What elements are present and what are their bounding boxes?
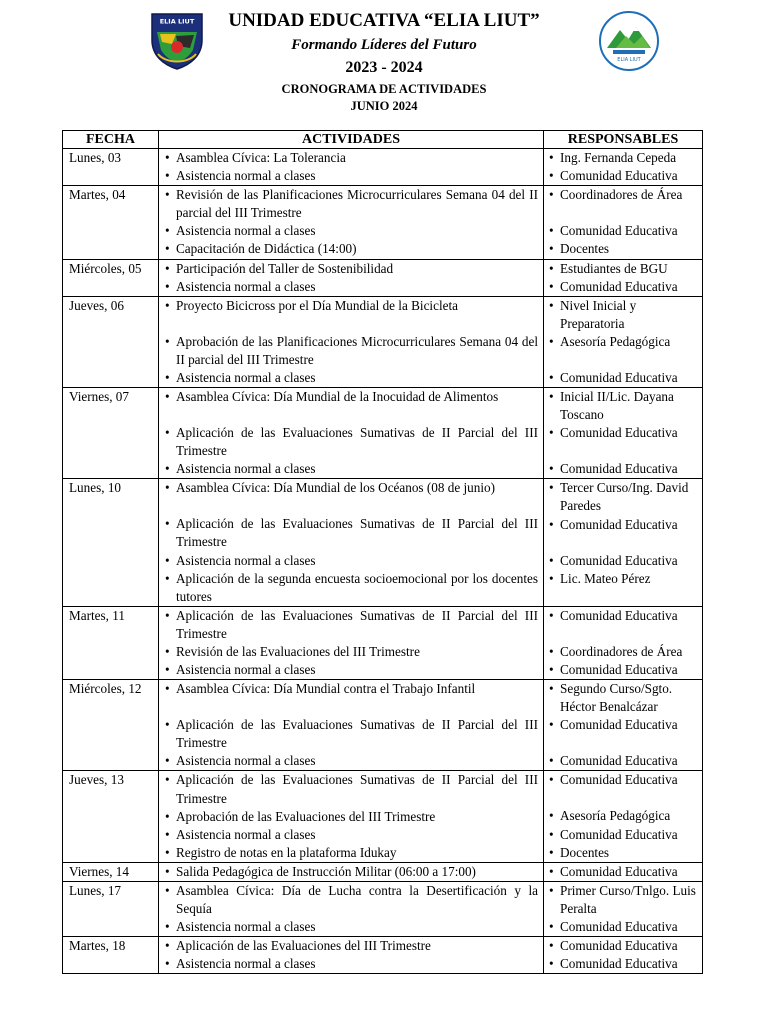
date-cell: Jueves, 13 [63,771,159,862]
activity-item [165,808,538,826]
activity-item [165,570,538,606]
activity-item [165,479,538,515]
activities-cell [159,606,544,679]
bullet-icon: • [165,260,170,276]
responsible-text: Comunidad Educativa [560,772,678,788]
date-cell: Miércoles, 12 [63,680,159,771]
activity-text: Asistencia normal a clases [176,369,316,385]
bullet-icon: • [165,425,170,441]
bullet-icon: • [549,461,554,477]
responsables-cell [544,186,703,259]
activity-item [165,918,538,936]
responsible-text: Comunidad Educativa [560,938,678,954]
bullet-icon: • [549,844,554,860]
responsible-text: Comunidad Educativa [560,863,678,879]
responsible-text: Comunidad Educativa [560,369,678,385]
bullet-icon: • [549,369,554,385]
activity-item [165,771,538,807]
responsible-item [549,607,698,643]
bullet-icon: • [549,552,554,568]
activity-item [165,240,538,258]
bullet-icon: • [549,516,554,532]
responsible-text: Comunidad Educativa [560,516,678,532]
activity-item [165,278,538,296]
activity-text: Capacitación de Didáctica (14:00) [176,241,357,257]
bullet-icon: • [165,570,170,586]
activity-item [165,186,538,222]
activity-text: Asistencia normal a clases [176,168,316,184]
responsible-text: Comunidad Educativa [560,168,678,184]
responsible-item [549,826,698,844]
responsible-text: Ing. Fernanda Cepeda [560,150,677,165]
responsible-item [549,516,698,552]
responsible-item [549,278,698,296]
bullet-icon: • [165,187,170,203]
table-row [63,186,703,259]
activity-item [165,643,538,661]
activity-text: Aplicación de la segunda encuesta socioemocional por los docentes tutores [176,570,538,604]
activity-item [165,369,538,387]
responsables-cell [544,606,703,679]
activity-item [165,955,538,973]
activity-text: Aplicación de las Evaluaciones Sumativas de II Parcial del III Trimestre [176,717,538,751]
date-cell: Martes, 04 [63,186,159,259]
activity-item [165,149,538,167]
activity-item [165,515,538,551]
activities-table [62,130,703,974]
activity-text: Asistencia normal a clases [176,278,316,294]
responsible-text: Comunidad Educativa [560,552,678,568]
table-row [63,479,703,606]
activity-item [165,716,538,752]
activity-item [165,333,538,369]
document-title: CRONOGRAMA DE ACTIVIDADES [281,82,487,96]
responsible-item [549,570,698,606]
bullet-icon: • [549,826,554,842]
activity-text: Salida Pedagógica de Instrucción Militar (06:00 a 17:00) [176,863,476,879]
bullet-icon: • [549,187,554,203]
responsible-text: Docentes [560,241,610,257]
table-row [63,771,703,862]
bullet-icon: • [549,333,554,349]
responsible-item [549,844,698,862]
bullet-icon: • [165,150,170,165]
bullet-icon: • [165,223,170,239]
date-cell: Martes, 11 [63,606,159,679]
responsible-text: Asesoría Pedagógica [560,333,671,349]
column-header-actividades: ACTIVIDADES [159,131,544,149]
activities-cell [159,771,544,862]
activity-text: Proyecto Bicicross por el Día Mundial de la Bicicleta [176,297,458,313]
bullet-icon: • [549,480,554,496]
bullet-icon: • [165,938,170,954]
activity-text: Asamblea Cívica: La Tolerancia [176,150,346,165]
activity-item [165,680,538,716]
activities-cell [159,186,544,259]
table-row [63,680,703,771]
school-motto: Formando Líderes del Futuro [291,37,477,53]
responsible-item [549,918,698,936]
activities-cell [159,862,544,881]
activity-item [165,844,538,862]
table-row [63,388,703,479]
table-row [63,937,703,974]
date-cell: Jueves, 06 [63,296,159,387]
responsible-item [549,680,698,716]
responsible-item [549,149,698,167]
responsible-item [549,882,698,918]
bullet-icon: • [549,717,554,733]
responsible-text: Comunidad Educativa [560,919,678,935]
responsible-text: Tercer Curso/Ing. David Paredes [560,480,689,514]
bullet-icon: • [165,844,170,860]
responsible-item [549,369,698,387]
table-row [63,882,703,937]
responsible-text: Inicial II/Lic. Dayana Toscano [560,389,674,423]
bullet-icon: • [165,883,170,898]
activity-item [165,826,538,844]
bullet-icon: • [549,425,554,441]
activity-text: Aplicación de las Evaluaciones Sumativas de II Parcial del III Trimestre [176,425,538,459]
bullet-icon: • [165,826,170,842]
bullet-icon: • [549,570,554,586]
activity-text: Aplicación de las Evaluaciones Sumativas de II Parcial del III Trimestre [176,607,538,641]
responsible-text: Nivel Inicial y Preparatoria [560,297,637,331]
bullet-icon: • [165,461,170,477]
activity-text: Asistencia normal a clases [176,956,316,972]
activity-text: Asistencia normal a clases [176,919,316,935]
activity-text: Asistencia normal a clases [176,753,316,769]
bullet-icon: • [549,772,554,788]
responsables-cell [544,882,703,937]
responsible-text: Comunidad Educativa [560,753,678,769]
activity-text: Asistencia normal a clases [176,662,316,678]
responsible-text: Segundo Curso/Sgto. Héctor Benalcázar [560,681,673,715]
activity-text: Asistencia normal a clases [176,552,316,568]
date-cell: Viernes, 14 [63,862,159,881]
responsables-cell [544,479,703,606]
responsible-item [549,333,698,369]
responsible-item [549,388,698,424]
responsible-item [549,863,698,881]
responsible-item [549,297,698,333]
responsables-cell [544,296,703,387]
activity-item [165,297,538,333]
bullet-icon: • [165,681,170,697]
bullet-icon: • [549,753,554,769]
bullet-icon: • [549,168,554,184]
responsables-cell [544,259,703,296]
bullet-icon: • [549,607,554,623]
activity-text: Asistencia normal a clases [176,223,316,239]
activities-cell [159,882,544,937]
responsible-text: Asesoría Pedagógica [560,808,671,824]
responsible-text: Coordinadores de Área [560,187,683,203]
bullet-icon: • [549,863,554,879]
responsible-text: Comunidad Educativa [560,223,678,239]
responsible-text: Lic. Mateo Pérez [560,570,651,586]
responsible-item [549,460,698,478]
activity-text: Participación del Taller de Sostenibilidad [176,260,394,276]
responsible-item [549,771,698,807]
bullet-icon: • [549,389,554,405]
activity-item [165,460,538,478]
activity-text: Aplicación de las Evaluaciones Sumativas de II Parcial del III Trimestre [176,772,538,806]
responsible-item [549,955,698,973]
bullet-icon: • [549,297,554,313]
activity-text: Aplicación de las Evaluaciones del III Trimestre [176,938,431,954]
responsible-text: Comunidad Educativa [560,607,678,623]
school-year: 2023 - 2024 [345,59,423,76]
bullet-icon: • [549,808,554,824]
document-month: JUNIO 2024 [350,99,418,113]
activities-cell [159,937,544,974]
activity-text: Aplicación de las Evaluaciones Sumativas de II Parcial del III Trimestre [176,516,538,550]
activity-item [165,260,538,278]
responsible-text: Comunidad Educativa [560,461,678,477]
activity-text: Aprobación de las Evaluaciones del III Trimestre [176,808,436,824]
bullet-icon: • [549,919,554,935]
bullet-icon: • [549,938,554,954]
mountain-circle-logo [598,10,660,72]
responsible-text: Docentes [560,844,610,860]
bullet-icon: • [165,333,170,349]
responsible-item [549,552,698,570]
bullet-icon: • [549,150,554,165]
bullet-icon: • [549,956,554,972]
activity-text: Asamblea Cívica: Día Mundial de los Océanos (08 de junio) [176,480,495,496]
date-cell: Lunes, 03 [63,149,159,186]
responsible-text: Comunidad Educativa [560,278,678,294]
responsible-text: Primer Curso/Tnlgo. Luis Peralta [560,883,696,917]
table-row [63,149,703,186]
bullet-icon: • [165,643,170,659]
activities-cell [159,388,544,479]
responsible-text: Comunidad Educativa [560,717,678,733]
responsible-item [549,661,698,679]
date-cell: Lunes, 17 [63,882,159,937]
activity-text: Aprobación de las Planificaciones Microcurriculares Semana 04 del II parcial del III Trimestre [176,333,538,367]
date-cell: Viernes, 07 [63,388,159,479]
bullet-icon: • [165,808,170,824]
table-row [63,296,703,387]
activity-item [165,424,538,460]
responsible-text: Estudiantes de BGU [560,260,668,276]
responsible-text: Comunidad Educativa [560,661,678,677]
table-row [63,862,703,881]
bullet-icon: • [549,260,554,276]
activity-text: Asamblea Cívica: Día de Lucha contra la Desertificación y la Sequía [176,883,538,917]
bullet-icon: • [165,168,170,184]
school-name: UNIDAD EDUCATIVA “ELIA LIUT” [228,10,540,31]
responsible-item [549,424,698,460]
svg-text:ELIA LIUT: ELIA LIUT [159,17,195,26]
responsible-text: Comunidad Educativa [560,826,678,842]
svg-text:ELIA LIUT: ELIA LIUT [617,57,641,63]
responsables-cell [544,680,703,771]
bullet-icon: • [165,278,170,294]
activity-text: Asistencia normal a clases [176,461,316,477]
table-row [63,259,703,296]
responsible-item [549,752,698,770]
bullet-icon: • [165,753,170,769]
activity-text: Revisión de las Evaluaciones del III Trimestre [176,643,420,659]
responsible-text: Coordinadores de Área [560,643,683,659]
responsible-item [549,716,698,752]
responsible-text: Comunidad Educativa [560,956,678,972]
column-header-fecha: FECHA [63,131,159,149]
activity-item [165,661,538,679]
activity-item [165,882,538,918]
responsible-item [549,260,698,278]
responsables-cell [544,862,703,881]
bullet-icon: • [549,681,554,697]
activities-cell [159,680,544,771]
activity-item [165,752,538,770]
table-header-row [63,131,703,149]
column-header-responsables: RESPONSABLES [544,131,703,149]
bullet-icon: • [549,223,554,239]
activity-text: Asamblea Cívica: Día Mundial contra el Trabajo Infantil [176,681,476,697]
table-row [63,606,703,679]
activity-item [165,388,538,424]
bullet-icon: • [165,919,170,935]
activity-item [165,222,538,240]
responsible-item [549,807,698,825]
responsible-item [549,479,698,515]
bullet-icon: • [165,552,170,568]
activities-cell [159,259,544,296]
activity-item [165,863,538,881]
activity-item [165,607,538,643]
activities-cell [159,296,544,387]
responsables-cell [544,388,703,479]
date-cell: Miércoles, 05 [63,259,159,296]
date-cell: Lunes, 10 [63,479,159,606]
bullet-icon: • [165,516,170,532]
responsible-item [549,240,698,258]
bullet-icon: • [549,643,554,659]
bullet-icon: • [165,369,170,385]
bullet-icon: • [549,661,554,677]
bullet-icon: • [165,241,170,257]
activity-item [165,552,538,570]
responsables-cell [544,937,703,974]
date-cell: Martes, 18 [63,937,159,974]
activity-text: Asamblea Cívica: Día Mundial de la Inocuidad de Alimentos [176,389,499,405]
bullet-icon: • [549,883,554,898]
bullet-icon: • [165,297,170,313]
bullet-icon: • [165,662,170,678]
activity-item [165,167,538,185]
responsible-item [549,937,698,955]
activity-item [165,937,538,955]
responsible-item [549,167,698,185]
bullet-icon: • [165,607,170,623]
bullet-icon: • [165,956,170,972]
activity-text: Revisión de las Planificaciones Microcurriculares Semana 04 del II parcial del III Trimestre [176,187,538,221]
activities-cell [159,149,544,186]
bullet-icon: • [549,278,554,294]
activities-cell [159,479,544,606]
responsible-text: Comunidad Educativa [560,425,678,441]
responsables-cell [544,149,703,186]
bullet-icon: • [165,717,170,733]
responsible-item [549,222,698,240]
bullet-icon: • [165,863,170,879]
bullet-icon: • [165,772,170,788]
bullet-icon: • [549,241,554,257]
bullet-icon: • [165,389,170,405]
document-header [0,0,768,130]
bullet-icon: • [165,480,170,496]
responsables-cell [544,771,703,862]
responsible-item [549,643,698,661]
responsible-item [549,186,698,222]
activity-text: Registro de notas en la plataforma Idukay [176,844,397,860]
activity-text: Asistencia normal a clases [176,826,316,842]
